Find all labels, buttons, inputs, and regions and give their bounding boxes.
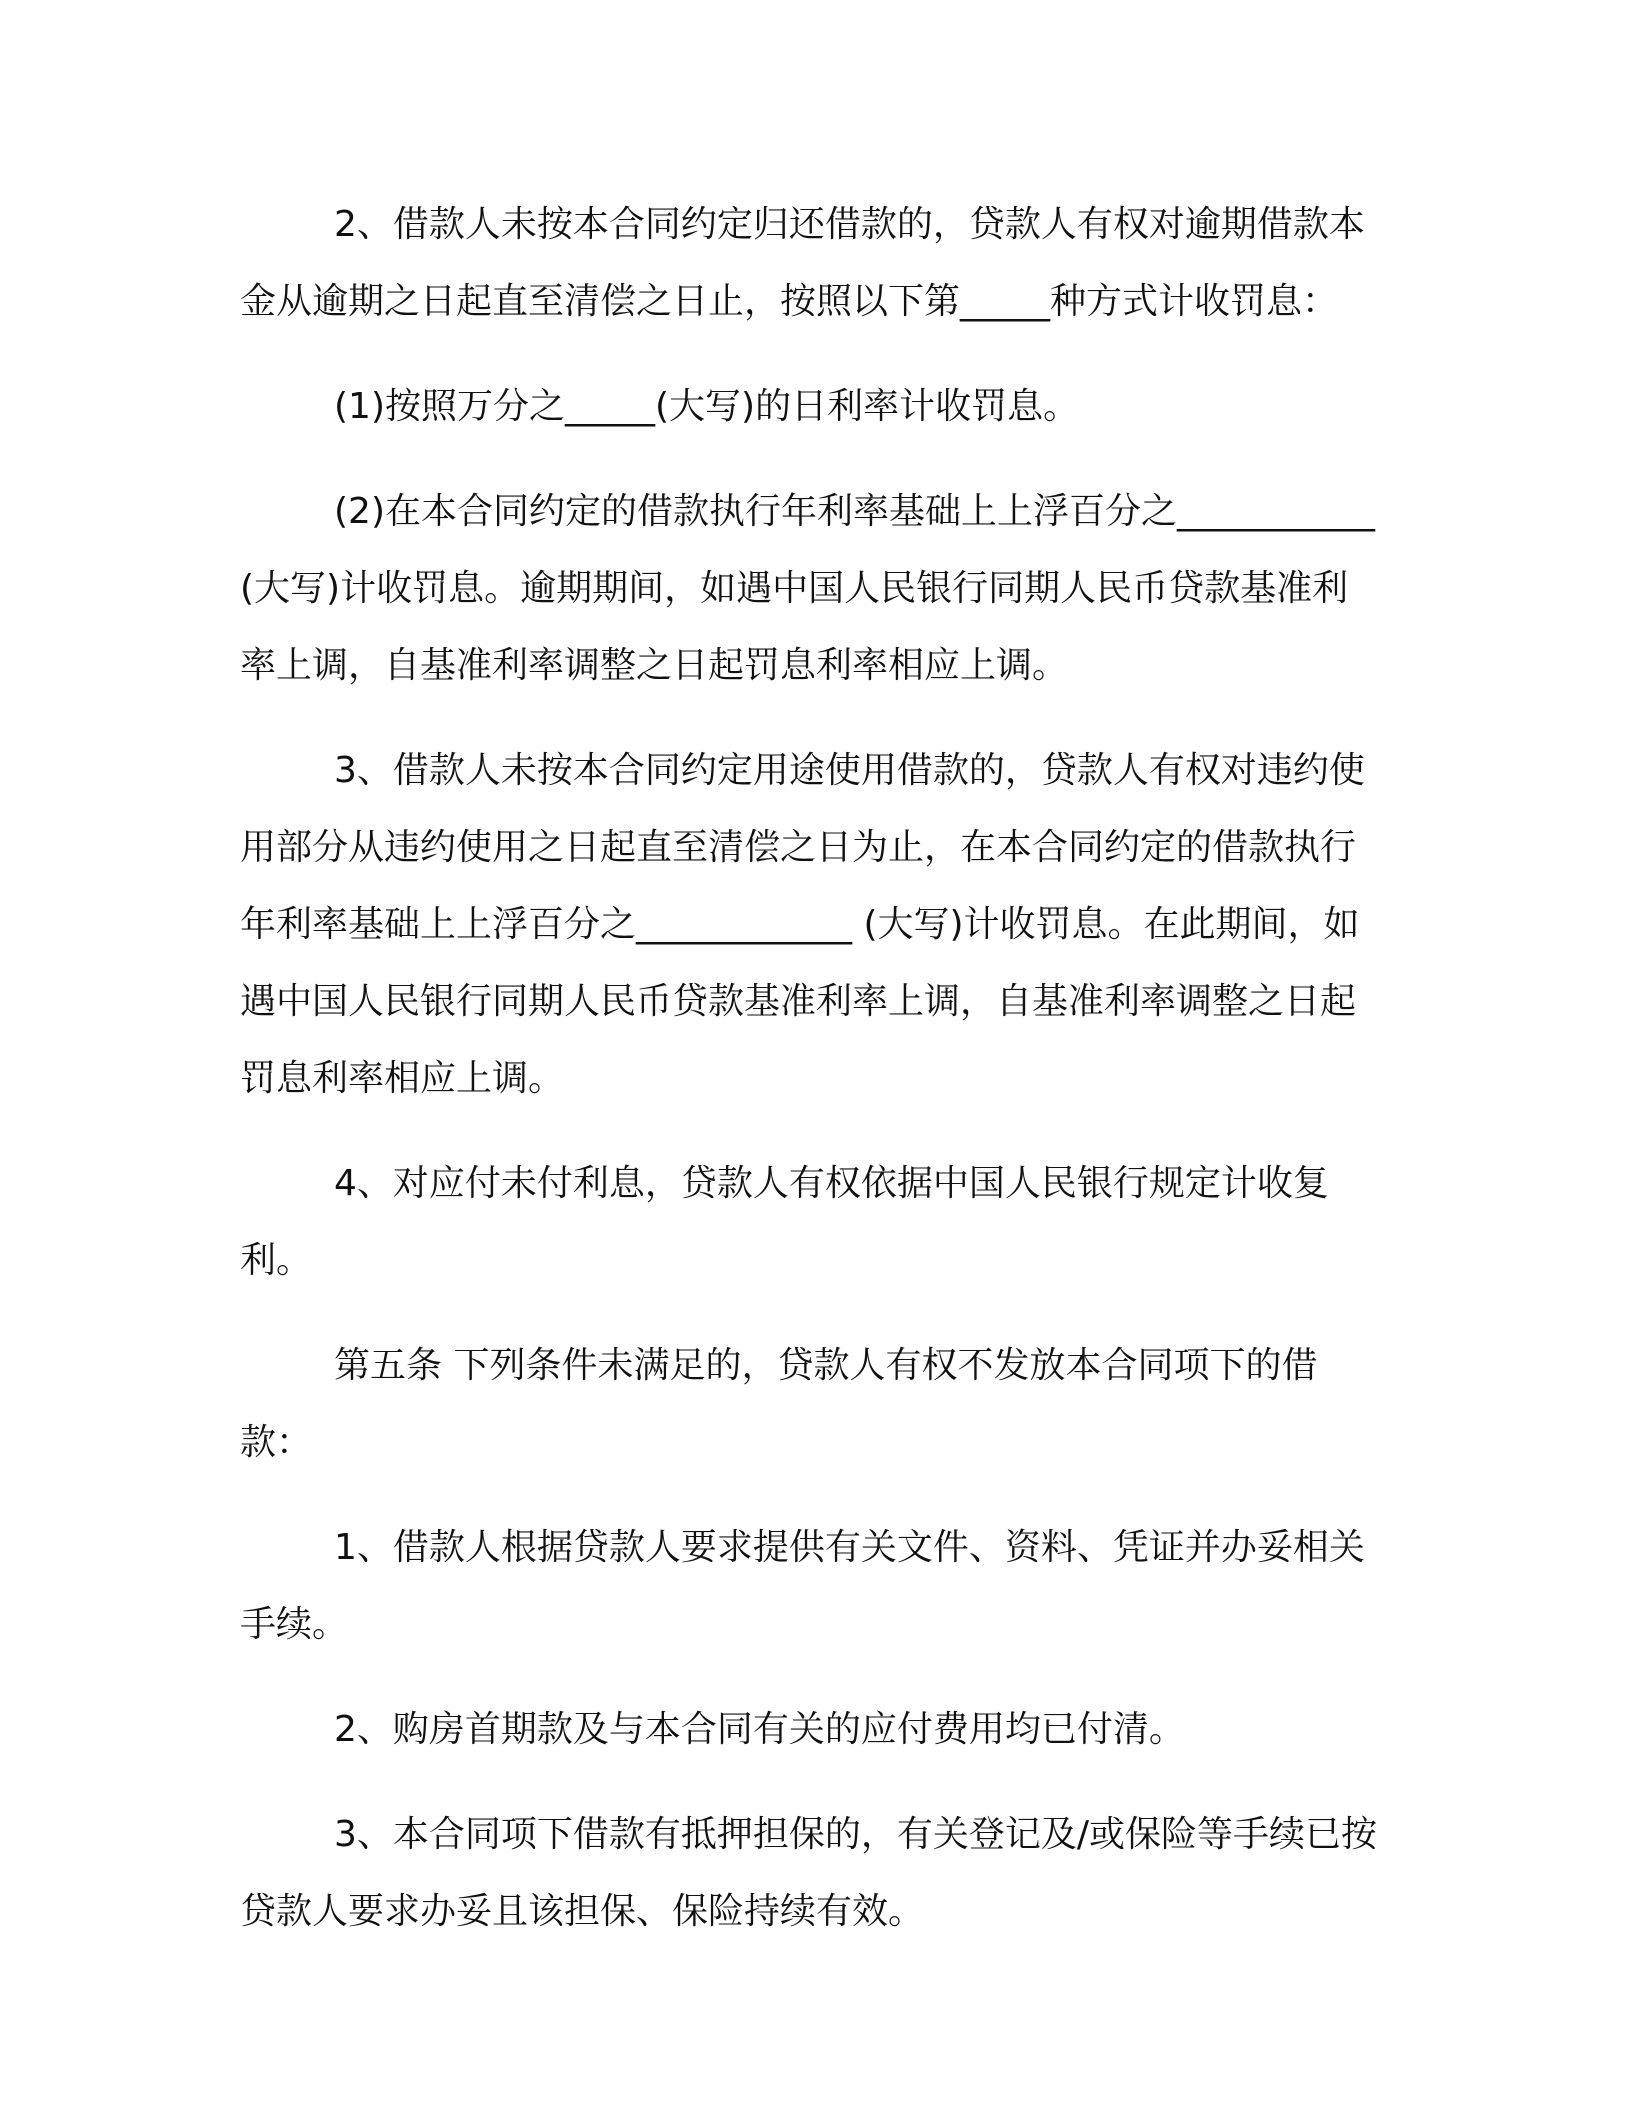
paragraph-condition-2: 2、购房首期款及与本合同有关的应付费用均已付清。: [334, 1709, 1185, 1750]
document-body: [240, 186, 1380, 1978]
paragraph-overdue-repayment: 2、借款人未按本合同约定归还借款的，贷款人有权对逾期借款本金从逾期之日起直至清偿之日止，按照以下第_____种方式计收罚息：: [240, 204, 1365, 322]
paragraph-compound-interest: 4、对应付未付利息，贷款人有权依据中国人民银行规定计收复利。: [240, 1163, 1329, 1281]
paragraph-option-1: (1)按照万分之_____(大写)的日利率计收罚息。: [334, 386, 1080, 427]
article-five-heading: 第五条 下列条件未满足的，贷款人有权不发放本合同项下的借款：: [240, 1345, 1318, 1463]
paragraph-condition-1: 1、借款人根据贷款人要求提供有关文件、资料、凭证并办妥相关手续。: [240, 1527, 1365, 1645]
paragraph-misuse-penalty: 3、借款人未按本合同约定用途使用借款的，贷款人有权对违约使用部分从违约使用之日起直至清偿之日为止，在本合同约定的借款执行年利率基础上上浮百分之____________ (大写)计收罚息。在此期间，如遇中国人民银行同期人民币贷款基准利率上调，自基准利率调整之日起罚息利率相应上调。: [240, 750, 1365, 1099]
paragraph-option-2: (2)在本合同约定的借款执行年利率基础上上浮百分之___________(大写)计收罚息。逾期期间，如遇中国人民银行同期人民币贷款基准利率上调，自基准利率调整之日起罚息利率相应上调。: [240, 491, 1375, 686]
paragraph-condition-3: 3、本合同项下借款有抵押担保的，有关登记及/或保险等手续已按贷款人要求办妥且该担保、保险持续有效。: [240, 1814, 1378, 1932]
